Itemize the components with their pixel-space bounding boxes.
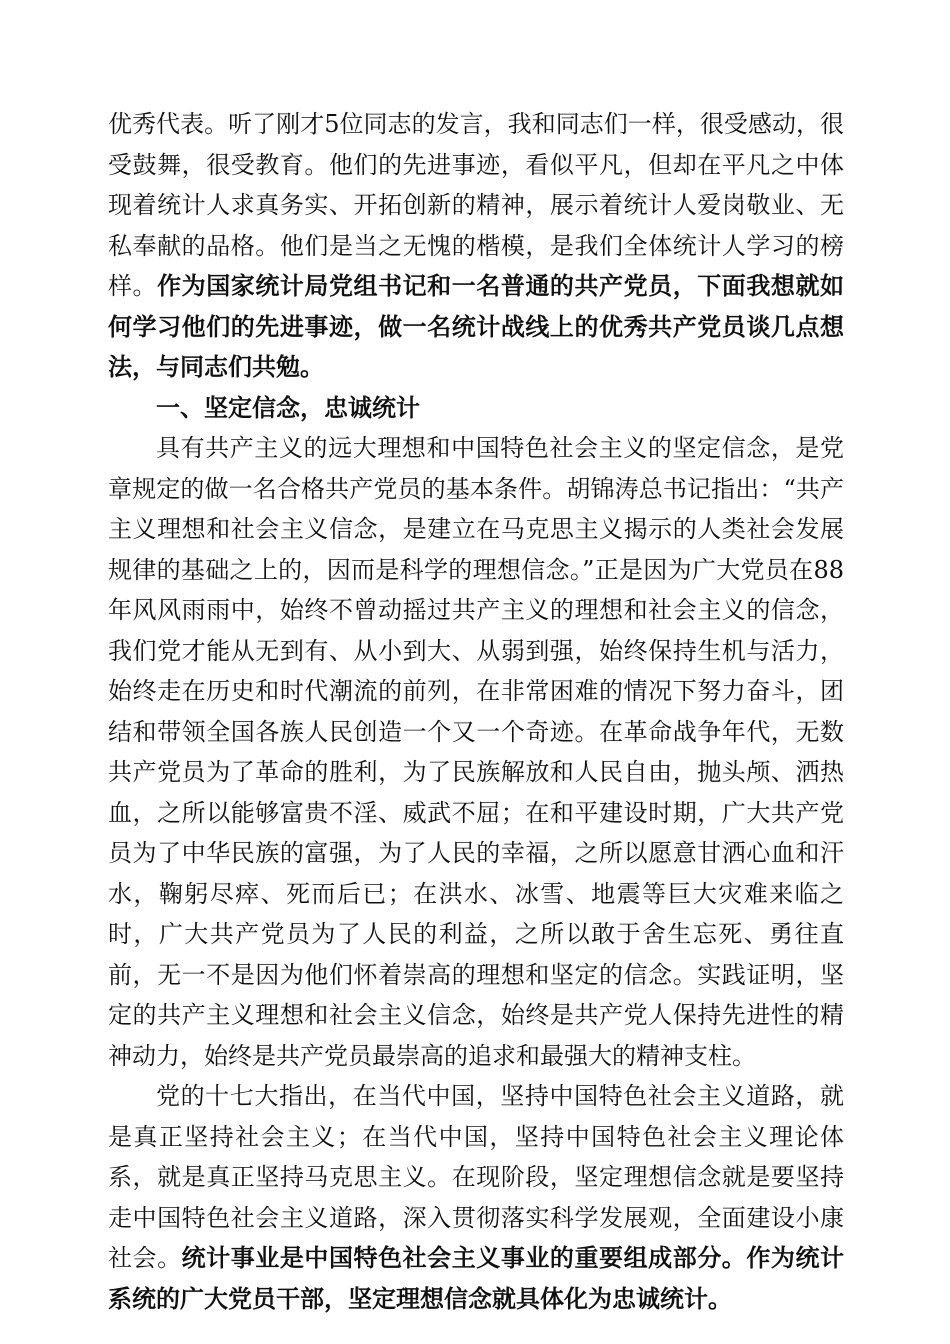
paragraph-intro-bold-text: 作为国家统计局党组书记和一名普通的共产党员，下面我想就如何学习他们的先进事迹，做一名统计战线上的优秀共产党员谈几点想法，与同志们共勉。: [108, 272, 845, 381]
document-page: [108, 104, 844, 1319]
paragraph-congress: [108, 1076, 844, 1319]
section-heading: 一、坚定信念，忠诚统计: [156, 393, 420, 422]
paragraph-intro: [108, 104, 844, 388]
paragraph-congress-bold-text: 统计事业是中国特色社会主义事业的重要组成部分。作为统计系统的广大党员干部，坚定理想信念就具体化为忠诚统计。: [108, 1244, 844, 1313]
paragraph-congress-text: 党的十七大指出，在当代中国，坚持中国特色社会主义道路，就是真正坚持社会主义；在当代中国，坚持中国特色社会主义理论体系，就是真正坚持马克思主义。在现阶段，坚定理想信念就是要坚持走中国特色社会主义道路，深入贯彻落实科学发展观，全面建设小康社会。: [108, 1082, 844, 1272]
paragraph-beliefs: 具有共产主义的远大理想和中国特色社会主义的坚定信念，是党章规定的做一名合格共产党员的基本条件。胡锦涛总书记指出：“共产主义理想和社会主义信念，是建立在马克思主义揭示的人类社会发展规律的基础之上的，因而是科学的理想信念。”正是因为广大党员在88年风风雨雨中，始终不曾动摇过共产主义的理想和社会主义的信念，我们党才能从无到有、从小到大、从弱到强，始终保持生机与活力，始终走在历史和时代潮流的前列，在非常困难的情况下努力奋斗，团结和带领全国各族人民创造一个又一个奇迹。在革命战争年代，无数共产党员为了革命的胜利，为了民族解放和人民自由，抛头颅、洒热血，之所以能够富贵不淫、威武不屈；在和平建设时期，广大共产党员为了中华民族的富强，为了人民的幸福，之所以愿意甘洒心血和汗水，鞠躬尽瘁、死而后已；在洪水、冰雪、地震等巨大灾难来临之时，广大共产党员为了人民的利益，之所以敢于舍生忘死、勇往直前，无一不是因为他们怀着崇高的理想和坚定的信念。实践证明，坚定的共产主义理想和社会主义信念，始终是共产党人保持先进性的精神动力，始终是共产党员最崇高的追求和最强大的精神支柱。: [108, 434, 844, 1070]
paragraph-intro-text: 优秀代表。听了刚才5位同志的发言，我和同志们一样，很受感动，很受鼓舞，很受教育。他们的先进事迹，看似平凡，但却在平凡之中体现着统计人求真务实、开拓创新的精神，展示着统计人爱岗敬业、无私奉献的品格。他们是当之无愧的楷模，是我们全体统计人学习的榜样。: [108, 110, 844, 300]
